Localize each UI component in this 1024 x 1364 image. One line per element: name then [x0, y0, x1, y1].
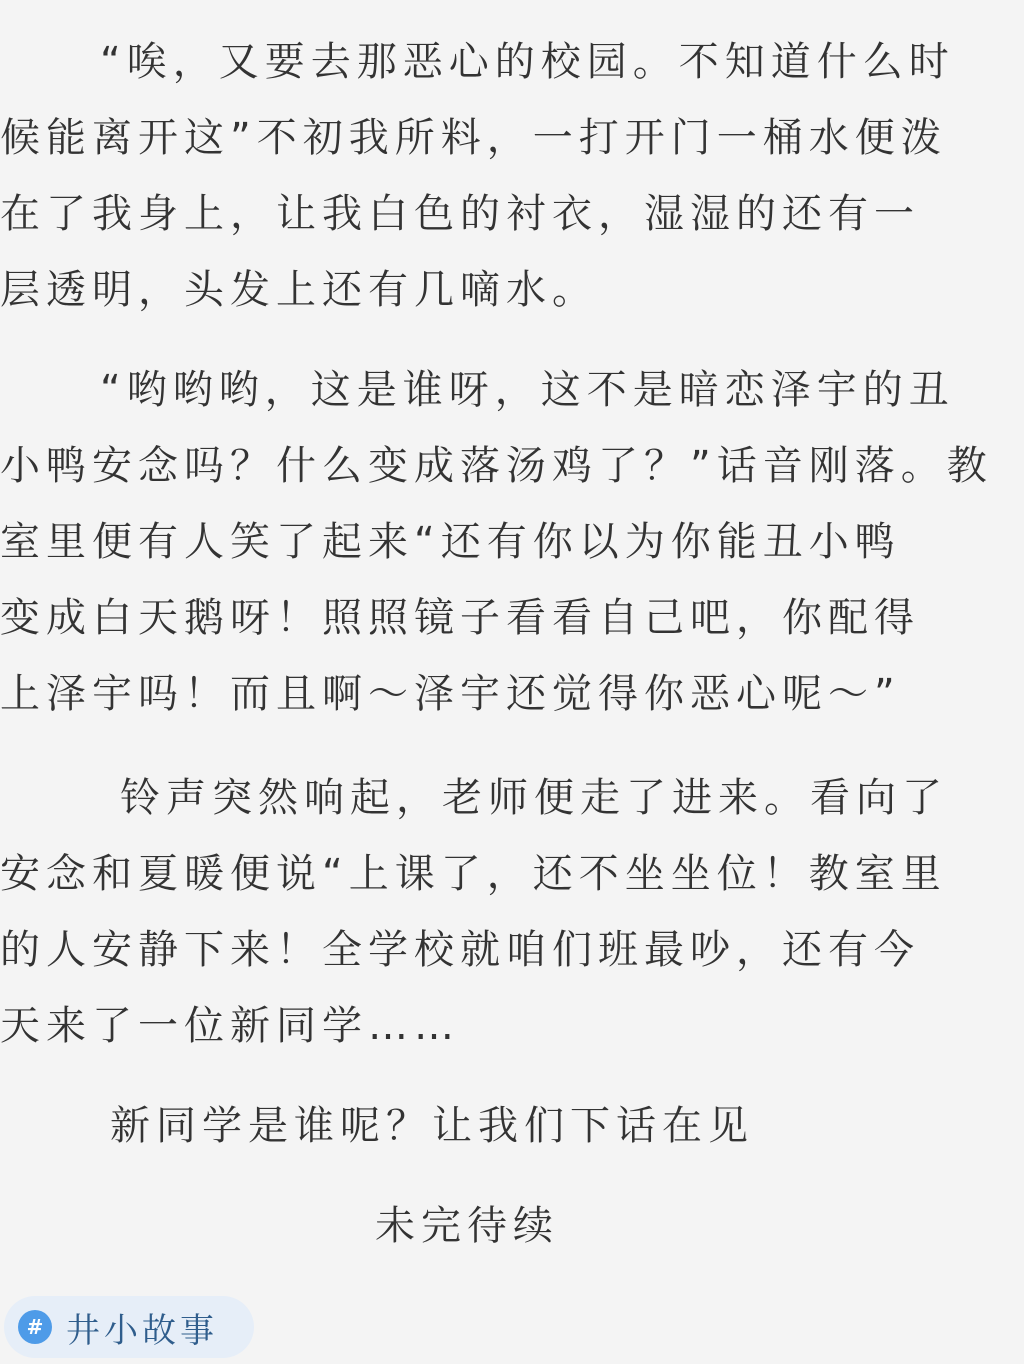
story-line: 在了我身上，让我白色的衬衣，湿湿的还有一	[0, 191, 920, 237]
story-line: “哟哟哟，这是谁呀，这不是暗恋泽宇的丑	[100, 367, 955, 413]
story-line: 候能离开这”不初我所料，一打开门一桶水便泼	[0, 115, 947, 161]
story-line: 小鸭安念吗？什么变成落汤鸡了？”话音刚落。教	[0, 443, 993, 489]
story-paragraph-1	[0, 24, 1024, 328]
story-line: 上泽宇吗！而且啊～泽宇还觉得你恶心呢～”	[0, 671, 901, 717]
hashtag-chip[interactable]	[4, 1296, 254, 1358]
story-line: 天来了一位新同学……	[0, 1003, 460, 1049]
story-paragraph-3	[0, 760, 1024, 1064]
story-line: 室里便有人笑了起来“还有你以为你能丑小鸭	[0, 519, 901, 565]
story-line: 安念和夏暖便说“上课了，还不坐坐位！教室里	[0, 851, 947, 897]
story-line: 变成白天鹅呀！照照镜子看看自己吧，你配得	[0, 595, 920, 641]
to-be-continued-text: 未完待续	[375, 1203, 559, 1249]
story-paragraph-2	[0, 352, 1024, 732]
next-chapter-teaser: 新同学是谁呢？让我们下话在见	[110, 1103, 754, 1149]
story-line: 层透明，头发上还有几嘀水。	[0, 267, 598, 313]
hashtag-icon: #	[18, 1310, 52, 1344]
story-line: “唉，又要去那恶心的校园。不知道什么时	[100, 39, 955, 85]
story-line: 的人安静下来！全学校就咱们班最吵，还有今	[0, 927, 920, 973]
story-line: 铃声突然响起，老师便走了进来。看向了	[120, 775, 948, 821]
hashtag-label: 井小故事	[66, 1310, 218, 1351]
